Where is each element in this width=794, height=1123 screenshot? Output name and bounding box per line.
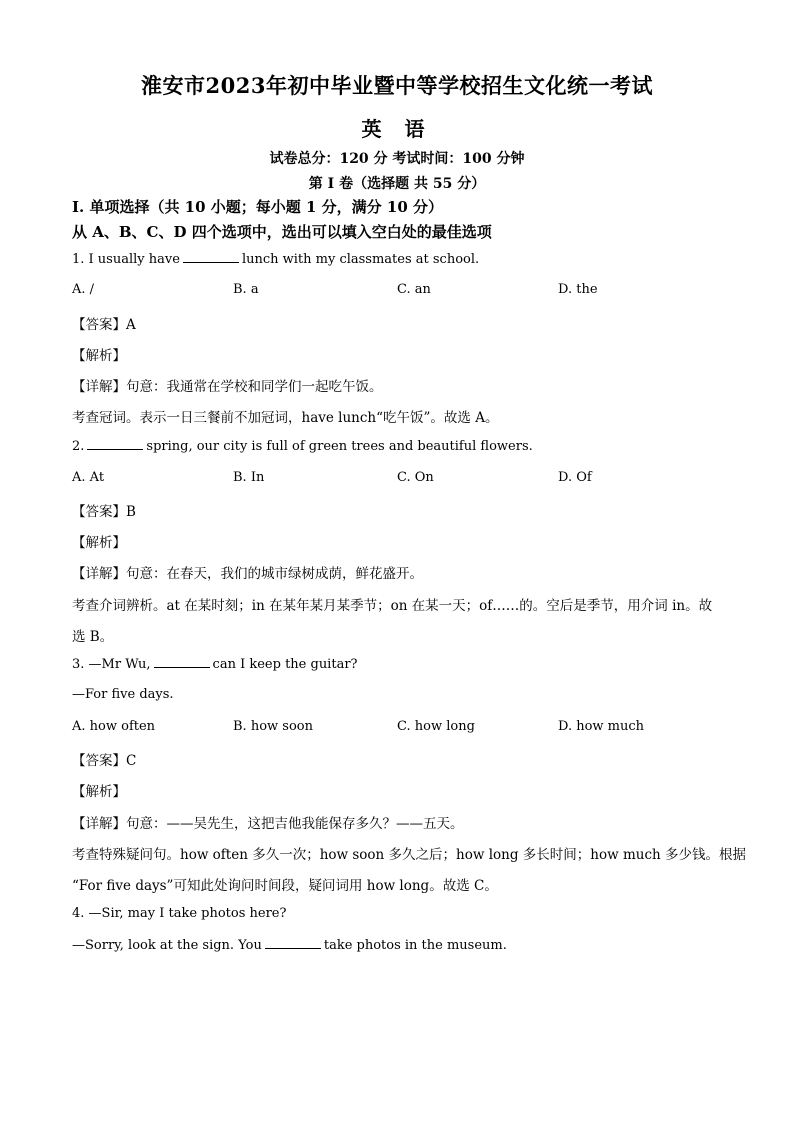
exam-title: 淮安市2023年初中毕业暨中等学校招生文化统一考试 xyxy=(141,73,653,98)
question-2-detail: 【详解】句意：在春天，我们的城市绿树成荫，鲜花盛开。 xyxy=(72,566,423,582)
question-1-answer: 【答案】A xyxy=(72,317,136,333)
question-3-option-d: D. how much xyxy=(558,719,645,734)
answer-blank xyxy=(265,937,321,949)
question-2-explanation: 考查介词辨析。at 在某时刻；in 在某年某月某季节；on 在某一天；of……的。空后是季节，用介词 in。故 xyxy=(72,598,713,614)
question-2-option-d: D. Of xyxy=(558,470,592,485)
question-1-option-d: D. the xyxy=(558,282,598,297)
question-2-option-c: C. On xyxy=(397,470,434,485)
question-1-option-b: B. a xyxy=(233,282,259,297)
exam-score-time: 试卷总分：120 分 考试时间：100 分钟 xyxy=(269,151,525,167)
section-heading: Ⅰ. 单项选择（共 10 小题；每小题 1 分，满分 10 分） xyxy=(72,198,443,216)
answer-blank xyxy=(154,656,210,668)
question-1-option-c: C. an xyxy=(397,282,431,297)
question-3-explanation: 考查特殊疑问句。how often 多久一次；how soon 多久之后；how long 多长时间；how much 多少钱。根据 xyxy=(72,847,746,863)
question-1-option-a: A. / xyxy=(72,282,95,297)
question-2-option-b: B. In xyxy=(233,470,265,485)
question-3-stem: 3. —Mr Wu, can I keep the guitar? xyxy=(72,657,358,672)
question-2-analysis-label: 【解析】 xyxy=(72,535,126,551)
question-3-explanation-cont: “For five days”可知此处询问时间段，疑问词用 how long。故选 C。 xyxy=(72,878,498,894)
answer-blank xyxy=(87,438,143,450)
question-3-option-a: A. how often xyxy=(72,719,156,734)
answer-blank xyxy=(183,251,239,263)
question-2-answer: 【答案】B xyxy=(72,504,136,520)
question-3-answer: 【答案】C xyxy=(72,753,137,769)
question-1-detail: 【详解】句意：我通常在学校和同学们一起吃午饭。 xyxy=(72,379,383,395)
question-3-option-b: B. how soon xyxy=(233,719,313,734)
question-1-stem: 1. I usually have lunch with my classmates at school. xyxy=(72,252,480,267)
section-instruction: 从 A、B、C、D 四个选项中，选出可以填入空白处的最佳选项 xyxy=(72,223,492,241)
question-3-analysis-label: 【解析】 xyxy=(72,784,126,800)
question-4-stem: 4. —Sir, may I take photos here? xyxy=(72,906,287,921)
question-2-option-a: A. At xyxy=(72,470,105,485)
question-3-reply: —For five days. xyxy=(72,687,174,702)
question-3-option-c: C. how long xyxy=(397,719,475,734)
question-2-stem: 2. spring, our city is full of green trees and beautiful flowers. xyxy=(72,439,533,454)
volume-info: 第 I 卷（选择题 共 55 分） xyxy=(308,176,486,192)
question-1-explanation: 考查冠词。表示一日三餐前不加冠词，have lunch“吃午饭”。故选 A。 xyxy=(72,410,499,426)
question-1-analysis-label: 【解析】 xyxy=(72,348,126,364)
subject-title: 英 语 xyxy=(361,117,433,141)
question-3-detail: 【详解】句意：——吴先生，这把吉他我能保存多久？——五天。 xyxy=(72,816,464,832)
question-2-explanation-cont: 选 B。 xyxy=(72,629,114,645)
question-4-reply: —Sorry, look at the sign. You take photos in the museum. xyxy=(72,938,507,953)
